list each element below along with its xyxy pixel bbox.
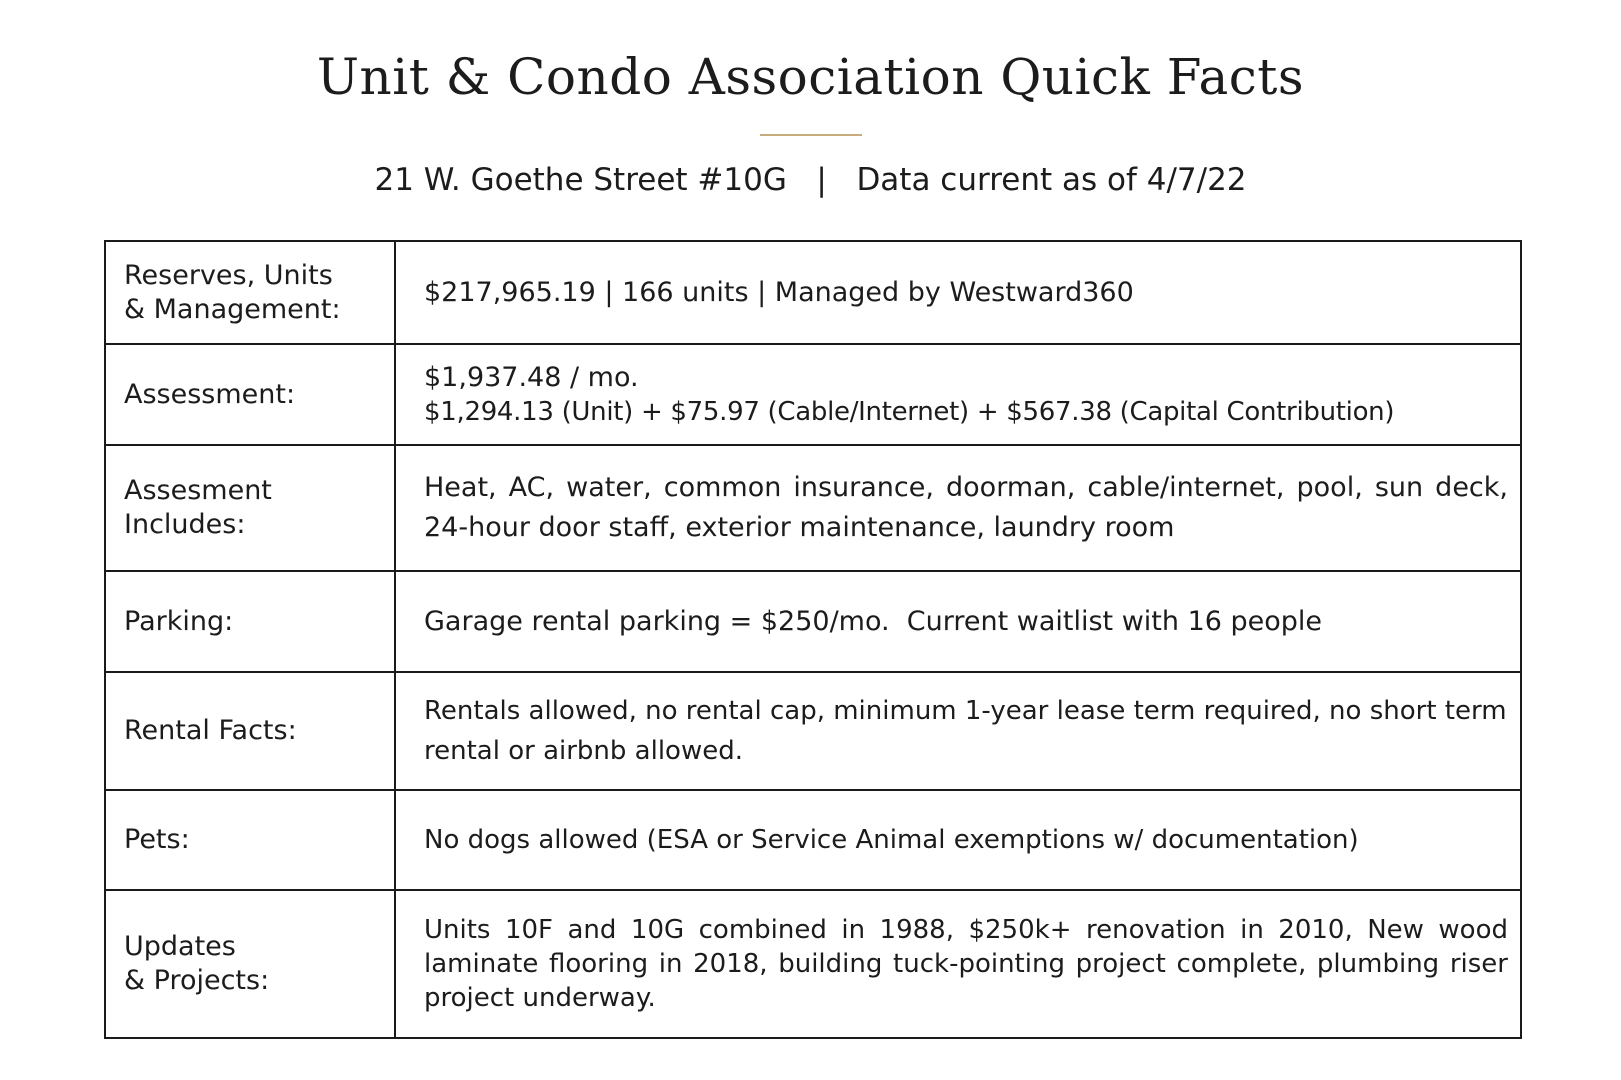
- row-value: [395, 672, 1521, 790]
- row-value: [395, 344, 1521, 445]
- table-row: [105, 890, 1521, 1038]
- row-value-text: Units 10F and 10G combined in 1988, $250k+ renovation in 2010, New wood laminate flooring in 2018, building tuck-pointing project complete, plumbing riser project underway.: [424, 915, 1508, 1013]
- row-label: [105, 344, 395, 445]
- page-subtitle: 21 W. Goethe Street #10G | Data current as of 4/7/22: [374, 162, 1247, 198]
- quick-facts-table: [104, 240, 1522, 1039]
- row-value: [395, 241, 1521, 344]
- row-value: [395, 445, 1521, 571]
- row-label: [105, 571, 395, 672]
- page-title: Unit & Condo Association Quick Facts: [316, 48, 1305, 106]
- row-label-line: & Management:: [124, 293, 341, 325]
- row-label-line: Updates: [124, 931, 236, 962]
- title-divider: [760, 134, 862, 136]
- row-label-line: & Projects:: [124, 965, 270, 996]
- row-value-text: $217,965.19 | 166 units | Managed by Westward360: [424, 276, 1134, 308]
- row-value-text: No dogs allowed (ESA or Service Animal exemptions w/ documentation): [424, 825, 1359, 855]
- row-label-line: Parking:: [124, 605, 234, 637]
- row-value-text: Heat, AC, water, common insurance, doorman, cable/internet, pool, sun deck, 24-hour door staff, exterior maintenance, laundry room: [424, 472, 1508, 543]
- row-label-line: Reserves, Units: [124, 259, 333, 291]
- table-row: [105, 445, 1521, 571]
- table-row: [105, 672, 1521, 790]
- row-label-line: Pets:: [124, 824, 190, 855]
- row-value-text: Rentals allowed, no rental cap, minimum 1-year lease term required, no short term rental or airbnb allowed.: [424, 696, 1507, 766]
- table-row: [105, 571, 1521, 672]
- row-label: [105, 445, 395, 571]
- table-row: [105, 241, 1521, 344]
- table-row: [105, 790, 1521, 890]
- row-value-text: $1,294.13 (Unit) + $75.97 (Cable/Internet) + $567.38 (Capital Contribution): [424, 396, 1395, 427]
- row-value-text: Garage rental parking = $250/mo. Current waitlist with 16 people: [424, 605, 1323, 637]
- row-label: [105, 672, 395, 790]
- row-label-line: Assesment: [124, 475, 272, 506]
- row-label: [105, 890, 395, 1038]
- table-row: [105, 344, 1521, 445]
- row-value-text: $1,937.48 / mo.: [424, 361, 639, 393]
- row-value: [395, 571, 1521, 672]
- row-value: [395, 890, 1521, 1038]
- row-label: [105, 790, 395, 890]
- row-label-line: Assessment:: [124, 378, 296, 410]
- row-label-line: Rental Facts:: [124, 715, 297, 746]
- row-label: [105, 241, 395, 344]
- row-value: [395, 790, 1521, 890]
- row-label-line: Includes:: [124, 509, 246, 540]
